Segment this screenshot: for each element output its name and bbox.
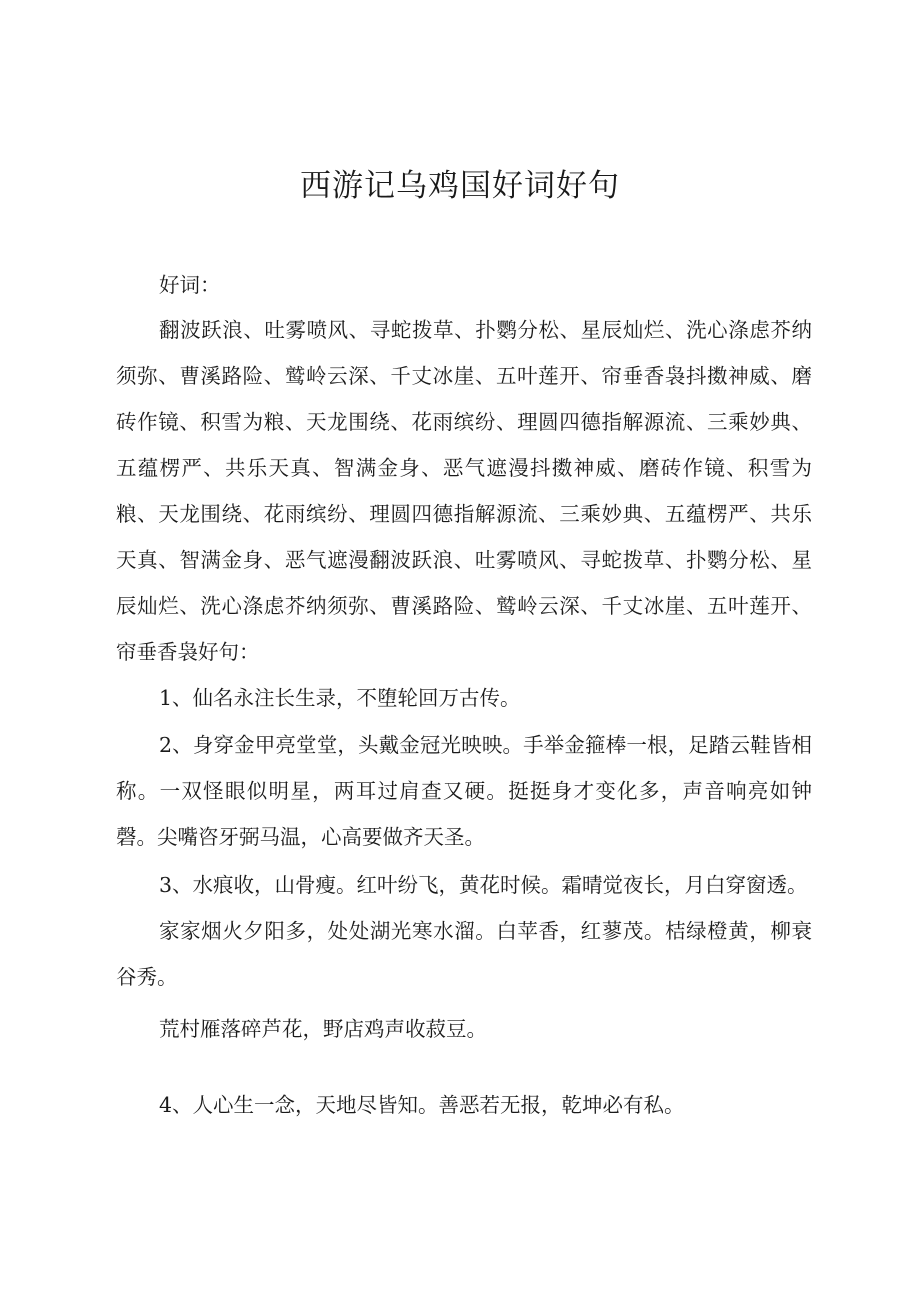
sentence-2: 2、身穿金甲亮堂堂，头戴金冠光映映。手举金箍棒一根，足踏云鞋皆相称。一双怪眼似明星，两耳过肩查又硬。挺挺身才变化多，声音响亮如钟磬。尖嘴咨牙弼马温，心高要做齐天圣。 bbox=[116, 733, 812, 849]
document-title: 西游记乌鸡国好词好句 bbox=[300, 168, 620, 204]
good-words-heading: 好词： bbox=[159, 273, 221, 297]
sentence-3-line-1: 3、水痕收，山骨瘦。红叶纷飞，黄花时候。霜晴觉夜长，月白穿窗透。 bbox=[159, 873, 808, 897]
sentence-3-line-3: 荒村雁落碎芦花，野店鸡声收菽豆。 bbox=[159, 1017, 487, 1041]
sentence-4: 4、人心生一念，天地尽皆知。善恶若无报，乾坤必有私。 bbox=[159, 1093, 685, 1117]
sentence-3-line-2: 家家烟火夕阳多，处处湖光寒水溜。白苹香，红蓼茂。桔绿橙黄，柳衰谷秀。 bbox=[116, 919, 812, 989]
sentence-1: 1、仙名永注长生录，不堕轮回万古传。 bbox=[159, 686, 521, 710]
good-words-paragraph: 翻波跃浪、吐雾喷风、寻蛇拨草、扑鹦分松、星辰灿烂、洗心涤虑芥纳须弥、曹溪路险、鹫岭云深、千丈冰崖、五叶莲开、帘垂香袅抖擞神威、磨砖作镜、积雪为粮、天龙围绕、花雨缤纷、理圆四德指解源流、三乘妙典、五蕴楞严、共乐天真、智满金身、恶气遮漫抖擞神威、磨砖作镜、积雪为粮、天龙围绕、花雨缤纷、理圆四德指解源流、三乘妙典、五蕴楞严、共乐天真、智满金身、恶气遮漫翻波跃浪、吐雾喷风、寻蛇拨草、扑鹦分松、星辰灿烂、洗心涤虑芥纳须弥、曹溪路险、鹫岭云深、千丈冰崖、五叶莲开、帘垂香袅好句： bbox=[116, 318, 812, 664]
